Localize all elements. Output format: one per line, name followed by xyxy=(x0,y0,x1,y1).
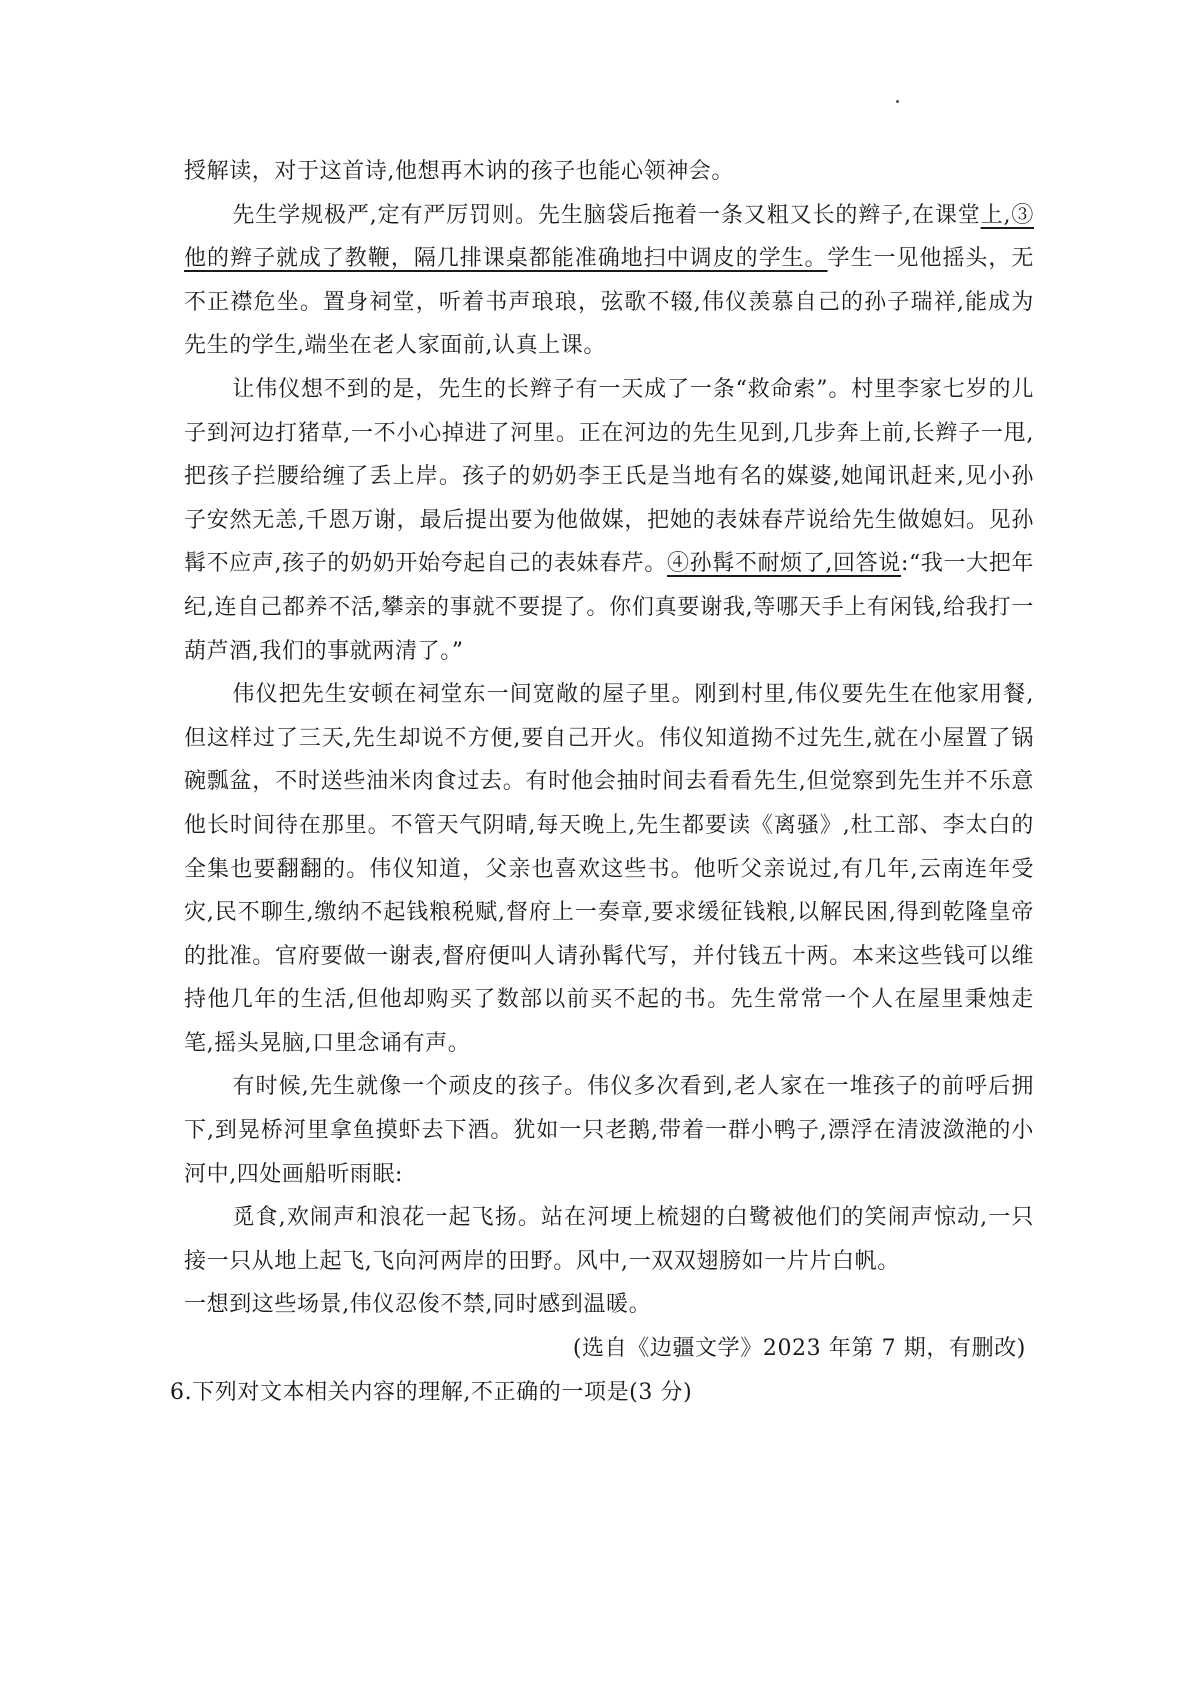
article-body xyxy=(170,150,1034,1414)
paragraph-6: 觅食,欢闹声和浪花一起飞扬。站在河埂上梳翅的白鹭被他们的笑闹声惊动,一只接一只从地上起飞,飞向河两岸的田野。风中,一双双翅膀如一片片白帆。 xyxy=(184,1205,1034,1274)
underlined-sentence-3: 上,③他的辫子就成了教鞭，隔几排课桌都能准确地扫中调皮的学生。 xyxy=(184,202,1034,272)
paragraph-1: 授解读，对于这首诗,他想再木讷的孩子也能心领神会。 xyxy=(184,159,734,184)
paragraph-7: 一想到这些场景,伟仪忍俊不禁,同时感到温暖。 xyxy=(184,1292,652,1318)
paragraph-2-text-b: 学生一见他摇头，无不正襟危坐。置身祠堂，听着书声琅琅，弦歌不辍,伟仪羡慕自己的孙子瑞祥,能成为先生的学生,端坐在老人家面前,认真上课。 xyxy=(184,246,1034,359)
paragraph-3-text-b: :“我一大把年纪,连自己都养不活,攀亲的事就不要提了。你们真要谢我,等哪天手上有闲钱,给我打一葫芦酒,我们的事就两清了。” xyxy=(184,551,1034,664)
paragraph-4: 伟仪把先生安顿在祠堂东一间宽敞的屋子里。刚到村里,伟仪要先生在他家用餐,但这样过了三天,先生却说不方便,要自己开火。伟仪知道拗不过先生,就在小屋置了锅碗瓢盆，不时送些油米肉食过去。有时他会抽时间去看看先生,但觉察到先生并不乐意他长时间待在那里。不管天气阴晴,每天晚上,先生都要读《离骚》,杜工部、李太白的全集也要翻翻的。伟仪知道，父亲也喜欢这些书。他听父亲说过,有几年,云南连年受灾,民不聊生,缴纳不起钱粮税赋,督府上一奏章,要求缓征钱粮,以解民困,得到乾隆皇帝的批准。官府要做一谢表,督府便叫人请孙髯代写，并付钱五十两。本来这些钱可以维持他几年的生活,但他却购买了数部以前买不起的书。先生常常一个人在屋里秉烛走笔,摇头晃脑,口里念诵有声。 xyxy=(184,682,1034,1056)
paragraph-3 xyxy=(184,368,1034,673)
question-6: 6.下列对文本相关内容的理解,不正确的一项是(3 分) xyxy=(170,1379,693,1405)
scan-speck xyxy=(896,100,899,103)
paragraph-3-text-a: 让伟仪想不到的是，先生的长辫子有一天成了一条“救命索”。村里李家七岁的儿子到河边打猪草,一不小心掉进了河里。正在河边的先生见到,几步奔上前,长辫子一甩,把孩子拦腰给缠了丢上岸。孩子的奶奶李王氏是当地有名的媒婆,她闻讯赶来,见小孙子安然无恙,千恩万谢，最后提出要为他做媒，把她的表妹春芹说给先生做媳妇。见孙髯不应声,孩子的奶奶开始夸起自己的表妹春芹。 xyxy=(184,376,1034,577)
article-source: (选自《边疆文学》2023 年第 7 期，有删改) xyxy=(572,1336,1026,1362)
paragraph-2-text-a: 先生学规极严,定有严厉罚则。先生脑袋后拖着一条又粗又长的辫子,在课堂 xyxy=(232,202,981,228)
underlined-sentence-4: ④孙髯不耐烦了,回答说 xyxy=(666,551,901,577)
paragraph-2 xyxy=(184,194,1034,368)
paragraph-5: 有时候,先生就像一个顽皮的孩子。伟仪多次看到,老人家在一堆孩子的前呼后拥下,到晃桥河里拿鱼摸虾去下酒。犹如一只老鹅,带着一群小鸭子,漂浮在清波潋滟的小河中,四处画船听雨眠: xyxy=(184,1074,1034,1187)
